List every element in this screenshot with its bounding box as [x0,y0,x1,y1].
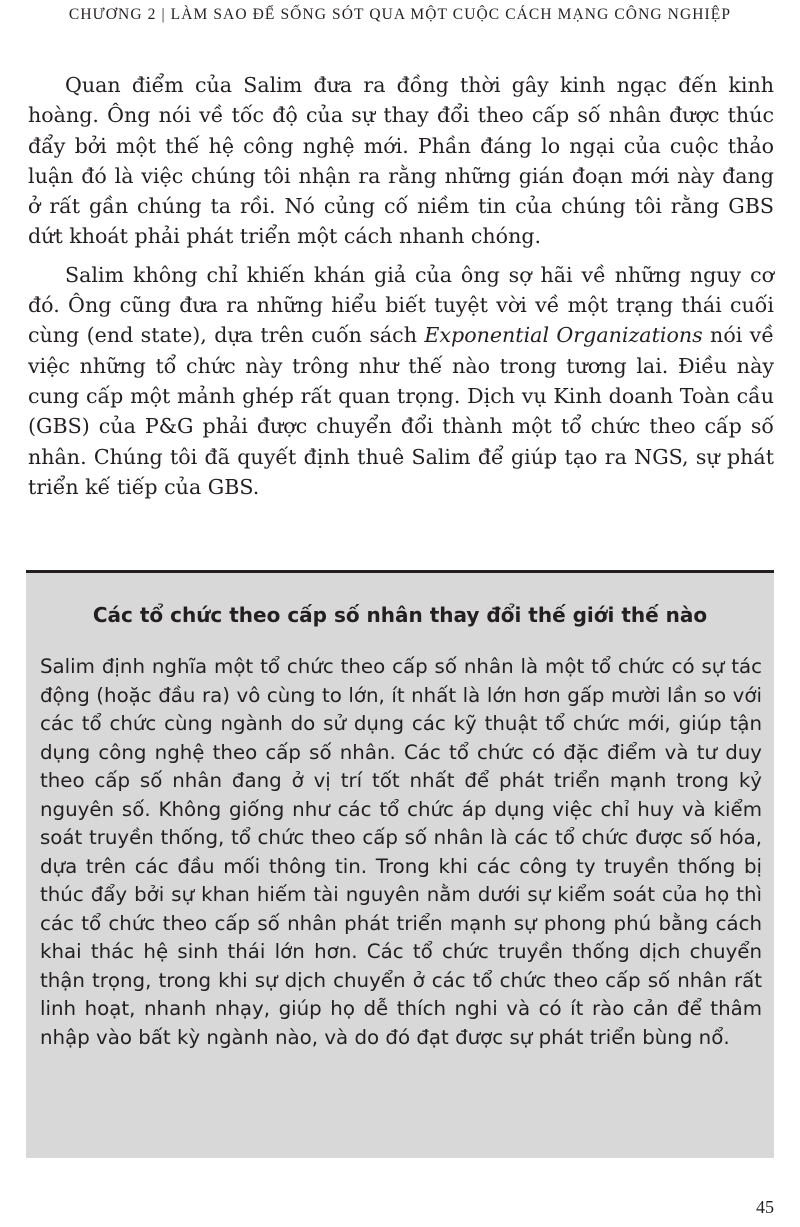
book-title: Exponential Organizations [424,323,703,348]
page-number: 45 [756,1197,774,1217]
body-text [28,70,774,510]
paragraph-2-text-end: nói về việc những tổ chức này trông như thế nào trong tương lai. Điều này cung cấp một mảnh ghép rất quan trọng. Dịch vụ Kinh doanh Toàn cầu (GBS) của P&G phải được chuyển đổi thành một tổ chức theo cấp số nhân. Chúng tôi đã quyết định thuê Salim để giúp tạo ra NGS, sự phát triển kế tiếp của GBS. [28,323,774,499]
sidebar-box [26,570,774,1158]
paragraph-2 [28,260,774,502]
paragraph-1: Quan điểm của Salim đưa ra đồng thời gây kinh ngạc đến kinh hoàng. Ông nói về tốc độ của sự thay đổi theo cấp số nhân được thúc đẩy bởi một thế hệ công nghệ mới. Phần đáng lo ngại của cuộc thảo luận đó là việc chúng tôi nhận ra rằng những gián đoạn mới này đang ở rất gần chúng ta rồi. Nó củng cố niềm tin của chúng tôi rằng GBS dứt khoát phải phát triển một cách nhanh chóng. [28,73,774,249]
running-header: CHƯƠNG 2 | LÀM SAO ĐỂ SỐNG SÓT QUA MỘT CUỘC CÁCH MẠNG CÔNG NGHIỆP [68,6,732,23]
paragraph-2-text-start: Salim không chỉ khiến khán giả của ông sợ hãi về những nguy cơ đó. Ông cũng đưa ra những hiểu biết tuyệt vời về một trạng thái cuối cùng (end state), dựa trên cuốn sách [28,262,774,348]
sidebar-title: Các tổ chức theo cấp số nhân thay đổi thế giới thế nào [92,603,708,627]
sidebar-text: Salim định nghĩa một tổ chức theo cấp số nhân là một tổ chức có sự tác động (hoặc đầu ra) vô cùng to lớn, ít nhất là lớn hơn gấp mười lần so với các tổ chức cùng ngành do sử dụng các kỹ thuật tổ chức mới, giúp tận dụng công nghệ theo cấp số nhân. Các tổ chức có đặc điểm và tư duy theo cấp số nhân đang ở vị trí tốt nhất để phát triển mạnh trong kỷ nguyên số. Không giống như các tổ chức áp dụng việc chỉ huy và kiểm soát truyền thống, tổ chức theo cấp số nhân là các tổ chức được số hóa, dựa trên các đầu mối thông tin. Trong khi các công ty truyền thống bị thúc đẩy bởi sự khan hiếm tài nguyên nằm dưới sự kiểm soát của họ thì các tổ chức theo cấp số nhân phát triển mạnh sự phong phú bằng cách khai thác hệ sinh thái lớn hơn. Các tổ chức truyền thống dịch chuyển thận trọng, trong khi sự dịch chuyển ở các tổ chức theo cấp số nhân rất linh hoạt, nhanh nhạy, giúp họ dễ thích nghi và có ít rào cản để thâm nhập vào bất kỳ ngành nào, và do đó đạt được sự phát triển bùng nổ. [40,655,762,1049]
